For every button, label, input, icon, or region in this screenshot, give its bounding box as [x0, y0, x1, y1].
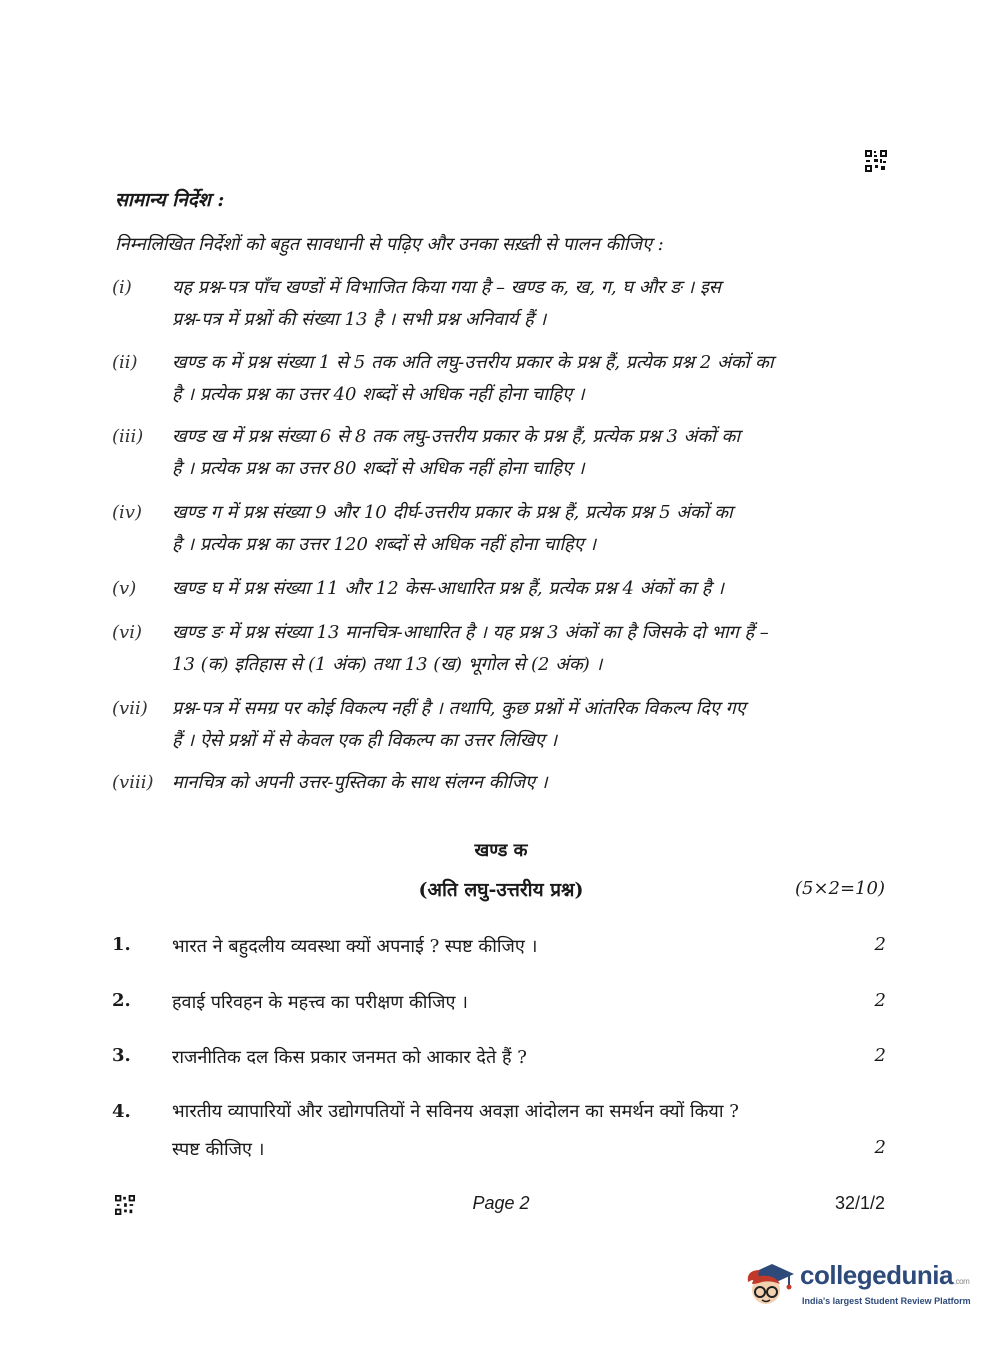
instruction-number: (i) [112, 277, 132, 298]
collegedunia-logo[interactable] [742, 1256, 972, 1316]
section-subtitle: (अति लघु-उत्तरीय प्रश्न) [418, 879, 584, 901]
section-marks: (5×2=10) [794, 878, 885, 899]
qr-code-icon [865, 150, 887, 172]
instruction-line: है । प्रत्येक प्रश्न का उत्तर 80 शब्दों से अधिक नहीं होना चाहिए । [172, 458, 585, 479]
instruction-line: खण्ड घ में प्रश्न संख्या 11 और 12 केस-आधारित प्रश्न हैं, प्रत्येक प्रश्न 4 अंकों का है । [172, 578, 724, 599]
question-line: स्पष्ट कीजिए । [172, 1139, 265, 1160]
instruction-line: खण्ड ग में प्रश्न संख्या 9 और 10 दीर्घ-उत्तरीय प्रकार के प्रश्न हैं, प्रत्येक प्रश्न 5 अंकों का [172, 502, 733, 523]
logo-tagline: India's largest Student Review Platform [802, 1296, 971, 1306]
instruction-line: है । प्रत्येक प्रश्न का उत्तर 40 शब्दों से अधिक नहीं होना चाहिए । [172, 384, 585, 405]
instruction-line: 13 (क) इतिहास से (1 अंक) तथा 13 (ख) भूगोल से (2 अंक) । [172, 654, 603, 675]
instruction-line: यह प्रश्न-पत्र पाँच खण्डों में विभाजित किया गया है – खण्ड क, ख, ग, घ और ङ । इस [172, 277, 721, 298]
question-line: भारतीय व्यापारियों और उद्योगपतियों ने सविनय अवज्ञा आंदोलन का समर्थन क्यों किया ? [172, 1101, 739, 1122]
instructions-heading: सामान्य निर्देश : [115, 189, 225, 211]
instruction-number: (vii) [112, 698, 148, 719]
instruction-number: (iii) [112, 426, 144, 447]
question-marks: 2 [874, 1045, 886, 1066]
question-marks: 2 [874, 1137, 886, 1158]
section-title: खण्ड क [474, 840, 528, 861]
question-line: हवाई परिवहन के महत्त्व का परीक्षण कीजिए । [172, 992, 468, 1013]
logo-text [800, 1260, 969, 1291]
question-number: 1. [112, 934, 131, 955]
mascot-icon [742, 1256, 798, 1312]
question-line: राजनीतिक दल किस प्रकार जनमत को आकार देते हैं ? [172, 1047, 527, 1068]
instruction-line: खण्ड ख में प्रश्न संख्या 6 से 8 तक लघु-उत्तरीय प्रकार के प्रश्न हैं, प्रत्येक प्रश्न 3 अंकों का [172, 426, 741, 447]
instruction-number: (v) [112, 578, 137, 599]
instruction-line: हैं । ऐसे प्रश्नों में से केवल एक ही विकल्प का उत्तर लिखिए । [172, 730, 558, 751]
instructions-intro: निम्नलिखित निर्देशों को बहुत सावधानी से पढ़िए और उनका सख़्ती से पालन कीजिए : [115, 234, 664, 255]
question-marks: 2 [874, 990, 886, 1011]
logo-suffix: .com [953, 1277, 970, 1286]
instruction-line: खण्ड क में प्रश्न संख्या 1 से 5 तक अति लघु-उत्तरीय प्रकार के प्रश्न हैं, प्रत्येक प्रश्न 2 अंकों का [172, 352, 774, 373]
page-number: Page 2 [472, 1193, 530, 1213]
question-number: 2. [112, 990, 131, 1011]
question-marks: 2 [874, 934, 886, 955]
question-number: 4. [112, 1101, 131, 1122]
instruction-line: है । प्रत्येक प्रश्न का उत्तर 120 शब्दों से अधिक नहीं होना चाहिए । [172, 534, 597, 555]
instruction-number: (vi) [112, 622, 142, 643]
question-number: 3. [112, 1045, 131, 1066]
instruction-line: खण्ड ङ में प्रश्न संख्या 13 मानचित्र-आधारित है । यह प्रश्न 3 अंकों का है जिसके दो भाग हैं – [172, 622, 769, 643]
instruction-line: प्रश्न-पत्र में समग्र पर कोई विकल्प नहीं है । तथापि, कुछ प्रश्नों में आंतरिक विकल्प दिए गए [172, 698, 746, 719]
paper-code: 32/1/2 [834, 1193, 885, 1213]
instruction-number: (ii) [112, 352, 138, 373]
logo-name: collegedunia [800, 1260, 953, 1290]
instruction-line: मानचित्र को अपनी उत्तर-पुस्तिका के साथ संलग्न कीजिए । [172, 772, 548, 793]
instruction-number: (iv) [112, 502, 142, 523]
question-line: भारत ने बहुदलीय व्यवस्था क्यों अपनाई ? स्पष्ट कीजिए । [172, 936, 538, 957]
instruction-number: (viii) [112, 772, 154, 793]
instruction-line: प्रश्न-पत्र में प्रश्नों की संख्या 13 है । सभी प्रश्न अनिवार्य हैं । [172, 309, 547, 330]
